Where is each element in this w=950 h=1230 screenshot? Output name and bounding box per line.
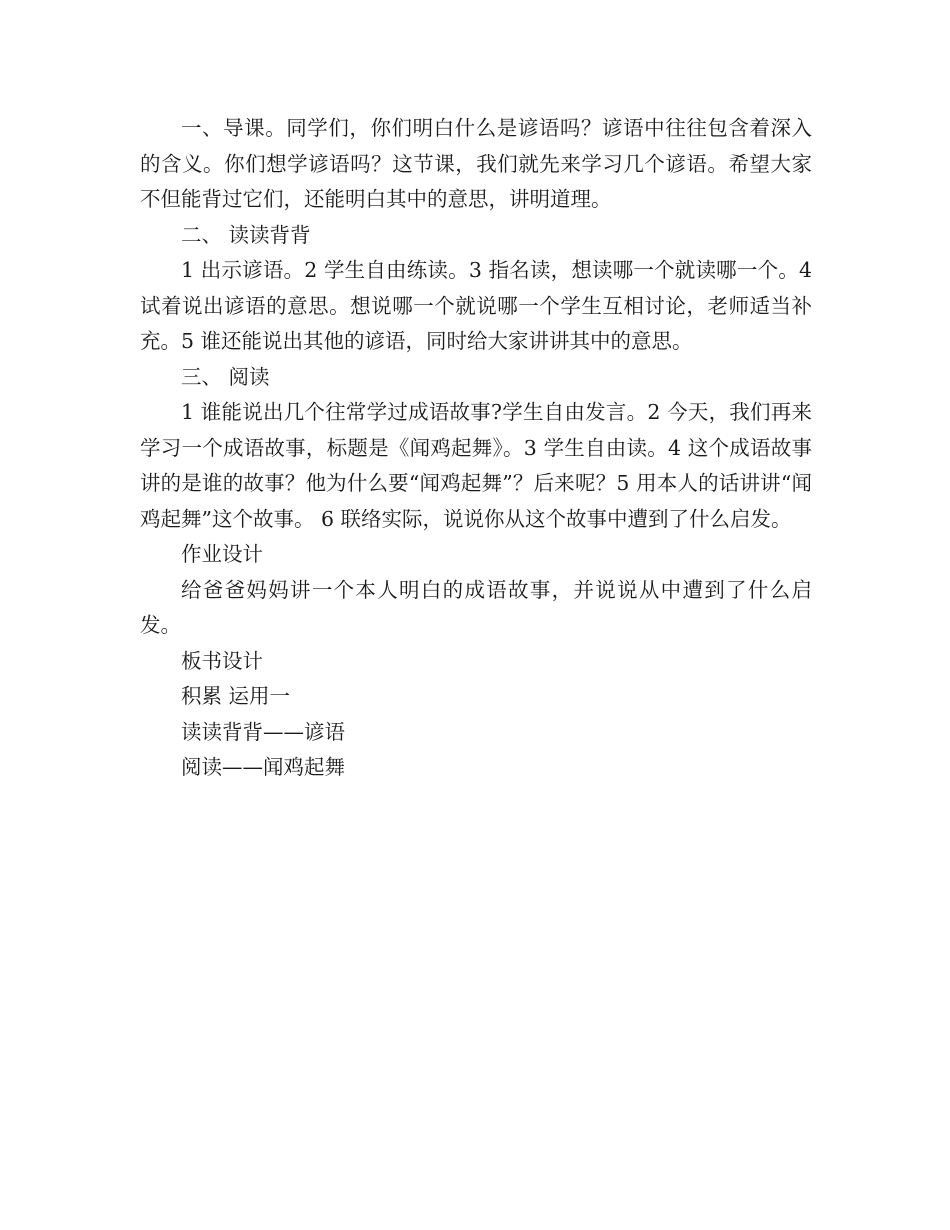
board-line-1: 积累 运用一: [181, 684, 291, 708]
homework-title: 作业设计: [181, 542, 263, 566]
board-line-2: 读读背背——谚语: [181, 719, 345, 744]
board-design-title: 板书设计: [181, 648, 263, 673]
section-3-title: 三、 阅读: [181, 364, 270, 389]
document-page: [140, 111, 812, 786]
section-2-body: 1 出示谚语。2 学生自由练读。3 指名读，想读哪一个就读哪一个。4 试着说出谚语的意思。想说哪一个就说哪一个学生互相讨论，老师适当补充。5 谁还能说出其他的谚语，同时给大家讲讲其中的意思。: [140, 258, 812, 353]
section-2-title: 二、 读读背背: [181, 222, 311, 247]
section-3-body: 1 谁能说出几个往常学过成语故事?学生自由发言。2 今天，我们再来学习一个成语故事，标题是《闻鸡起舞》。3 学生自由读。4 这个成语故事讲的是谁的故事？他为什么要“闻鸡起舞”？后来呢？5 用本人的话讲讲“闻鸡起舞”这个故事。 6 联络实际，说说你从这个故事中遭到了什么启发。: [140, 400, 812, 531]
intro-paragraph: 一、导课。同学们，你们明白什么是谚语吗？谚语中往往包含着深入的含义。你们想学谚语吗？这节课，我们就先来学习几个谚语。希望大家不但能背过它们，还能明白其中的意思，讲明道理。: [140, 116, 812, 211]
homework-body: 给爸爸妈妈讲一个本人明白的成语故事，并说说从中遭到了什么启发。: [140, 577, 812, 637]
board-line-3: 阅读——闻鸡起舞: [181, 755, 345, 779]
